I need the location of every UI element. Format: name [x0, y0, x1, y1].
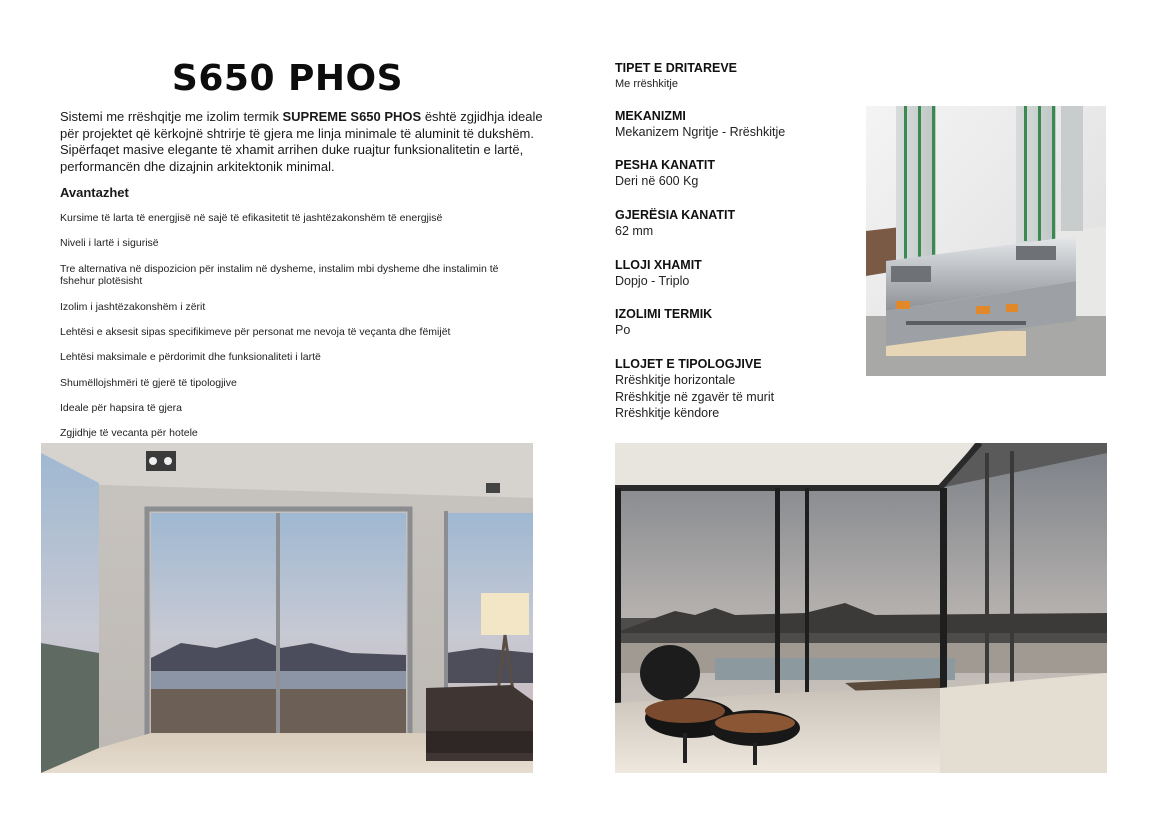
- spec-window-types: [615, 61, 865, 93]
- spec-glass-type: [615, 258, 865, 290]
- spec-mechanism: [615, 109, 865, 141]
- spec-value: Rrëshkitje horizontale: [615, 373, 736, 387]
- advantage-item: Kursime të larta të energjisë në sajë të efikasitetit të jashtëzakonshëm të energjisë: [60, 212, 443, 224]
- advantage-item: Lehtësi maksimale e përdorimit dhe funksionaliteti i lartë: [60, 351, 321, 363]
- advantage-item: Lehtësi e aksesit sipas specifikimeve për personat me nevoja të veçanta dhe fëmijët: [60, 326, 451, 338]
- corner-sliding-glass-image: [615, 443, 1107, 773]
- spec-value: Po: [615, 323, 631, 337]
- spec-label: LLOJI XHAMIT: [615, 258, 702, 272]
- living-room-window-image: [41, 443, 533, 773]
- spec-label: IZOLIMI TERMIK: [615, 307, 713, 321]
- intro-text-after: është zgjidhja ideale për projektet që kërkojnë shtrirje të gjera me linja minimale të aluminit të dukshëm. Sipërfaqet masive elegante të xhamit arrihen duke ruajtur funksionalitetin e lartë, performancën dhe dizajnin arkitektonik minimal.: [60, 109, 543, 174]
- spec-typologies: [615, 357, 865, 422]
- spec-value: Mekanizem Ngritje - Rrëshkitje: [615, 125, 786, 139]
- advantage-item: Izolim i jashtëzakonshëm i zërit: [60, 301, 206, 313]
- spec-sash-weight: [615, 158, 865, 190]
- advantage-item: Tre alternativa në dispozicion për instalim në dysheme, instalim mbi dysheme dhe instalimin të fshehur plotësisht: [60, 263, 499, 287]
- intro-paragraph: [60, 109, 560, 175]
- spec-value: Rrëshkitje këndore: [615, 406, 720, 420]
- advantages-heading: Avantazhet: [60, 185, 129, 200]
- intro-brand: SUPREME S650 PHOS: [282, 109, 422, 124]
- spec-value: Dopjo - Triplo: [615, 274, 690, 288]
- intro-text-before: Sistemi me rrëshqitje me izolim termik: [60, 109, 283, 124]
- spec-label: TIPET E DRITAREVE: [615, 61, 738, 75]
- advantage-item: Niveli i lartë i sigurisë: [60, 237, 159, 249]
- page-title: S650 PHOS: [171, 58, 404, 99]
- profile-cross-section-image: [866, 106, 1106, 376]
- spec-label: LLOJET E TIPOLOGJIVE: [615, 357, 762, 371]
- spec-label: PESHA KANATIT: [615, 158, 715, 172]
- advantage-item: Zgjidhje të vecanta për hotele: [60, 427, 198, 439]
- spec-value: Rrëshkitje në zgavër të murit: [615, 389, 775, 404]
- spec-value: Me rrëshkitje: [615, 78, 678, 90]
- spec-sash-width: [615, 208, 865, 240]
- advantage-item: Ideale për hapsira të gjera: [60, 402, 182, 414]
- advantage-item: Shumëllojshmëri të gjerë të tipologjive: [60, 377, 237, 389]
- spec-value: Deri në 600 Kg: [615, 174, 699, 188]
- spec-value: 62 mm: [615, 224, 654, 238]
- spec-label: GJERËSIA KANATIT: [615, 208, 736, 222]
- spec-thermal-insulation: [615, 307, 865, 339]
- spec-label: MEKANIZMI: [615, 109, 686, 123]
